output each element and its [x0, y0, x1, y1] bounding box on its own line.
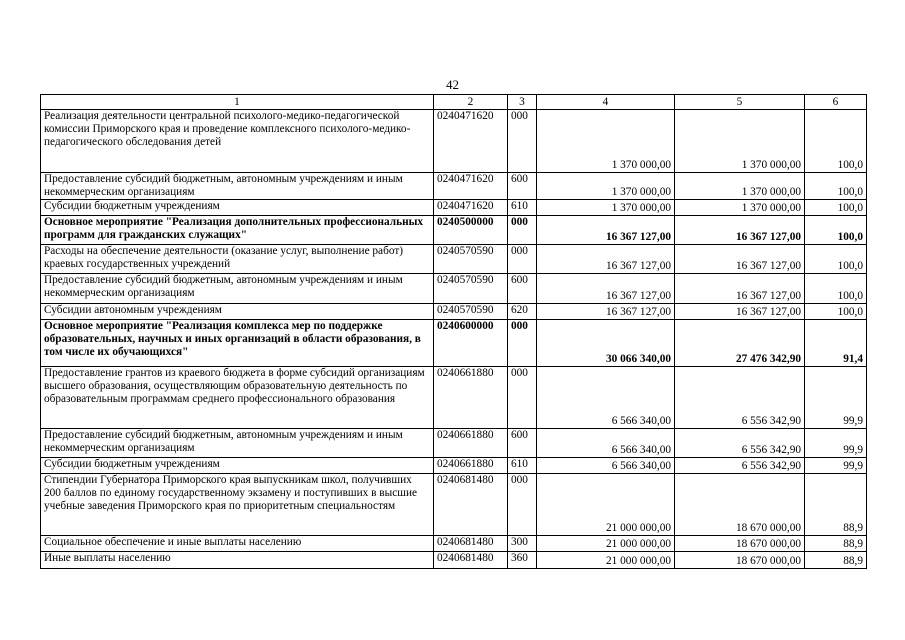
row-name-cell: Предоставление субсидий бюджетным, автономным учреждениям и иным некоммерческим организациям — [41, 274, 434, 304]
execution-percent-cell: 99,9 — [805, 429, 867, 458]
row-name-cell: Предоставление грантов из краевого бюджета в форме субсидий организациям высшего образования, осуществляющим образовательную деятельность по образовательным программам среднего профессионального образования — [41, 367, 434, 429]
execution-percent-cell: 88,9 — [805, 536, 867, 552]
planned-amount-cell: 1 370 000,00 — [537, 200, 675, 216]
table-row — [41, 458, 867, 474]
target-article-code-cell: 0240681480 — [434, 536, 508, 552]
target-article-code-cell: 0240570590 — [434, 245, 508, 274]
planned-amount-cell: 30 066 340,00 — [537, 320, 675, 367]
target-article-code-cell: 0240661880 — [434, 429, 508, 458]
executed-amount-cell: 27 476 342,90 — [675, 320, 805, 367]
execution-percent-cell: 99,9 — [805, 458, 867, 474]
planned-amount-cell: 16 367 127,00 — [537, 216, 675, 245]
row-name-cell: Предоставление субсидий бюджетным, автономным учреждениям и иным некоммерческим организациям — [41, 429, 434, 458]
row-name-cell: Субсидии бюджетным учреждениям — [41, 458, 434, 474]
table-row — [41, 367, 867, 429]
column-header: 4 — [537, 95, 675, 110]
target-article-code-cell: 0240661880 — [434, 458, 508, 474]
planned-amount-cell: 21 000 000,00 — [537, 536, 675, 552]
executed-amount-cell: 18 670 000,00 — [675, 552, 805, 569]
table-row — [41, 536, 867, 552]
execution-percent-cell: 100,0 — [805, 200, 867, 216]
execution-percent-cell: 88,9 — [805, 552, 867, 569]
target-article-code-cell: 0240500000 — [434, 216, 508, 245]
row-name-cell: Иные выплаты населению — [41, 552, 434, 569]
target-article-code-cell: 0240471620 — [434, 110, 508, 173]
expense-type-code-cell: 620 — [508, 304, 537, 320]
expense-type-code-cell: 300 — [508, 536, 537, 552]
row-name-cell: Предоставление субсидий бюджетным, автономным учреждениям и иным некоммерческим организациям — [41, 173, 434, 200]
execution-percent-cell: 88,9 — [805, 474, 867, 536]
table-row — [41, 274, 867, 304]
executed-amount-cell: 18 670 000,00 — [675, 474, 805, 536]
expense-type-code-cell: 000 — [508, 367, 537, 429]
row-name-cell: Основное мероприятие "Реализация дополнительных профессиональных программ для гражданских служащих" — [41, 216, 434, 245]
execution-percent-cell: 100,0 — [805, 245, 867, 274]
executed-amount-cell: 16 367 127,00 — [675, 216, 805, 245]
executed-amount-cell: 16 367 127,00 — [675, 304, 805, 320]
column-header: 1 — [41, 95, 434, 110]
expense-type-code-cell: 600 — [508, 173, 537, 200]
target-article-code-cell: 0240681480 — [434, 552, 508, 569]
execution-percent-cell: 100,0 — [805, 110, 867, 173]
column-header: 6 — [805, 95, 867, 110]
expense-type-code-cell: 000 — [508, 474, 537, 536]
execution-percent-cell: 100,0 — [805, 173, 867, 200]
row-name-cell: Реализация деятельности центральной психолого-медико-педагогической комиссии Приморского края и проведение комплексного психолого-медико-педагогического обследования детей — [41, 110, 434, 173]
planned-amount-cell: 6 566 340,00 — [537, 367, 675, 429]
expense-type-code-cell: 000 — [508, 320, 537, 367]
target-article-code-cell: 0240471620 — [434, 173, 508, 200]
planned-amount-cell: 6 566 340,00 — [537, 429, 675, 458]
expense-type-code-cell: 000 — [508, 245, 537, 274]
executed-amount-cell: 1 370 000,00 — [675, 173, 805, 200]
executed-amount-cell: 6 556 342,90 — [675, 367, 805, 429]
execution-percent-cell: 100,0 — [805, 304, 867, 320]
row-name-cell: Субсидии бюджетным учреждениям — [41, 200, 434, 216]
planned-amount-cell: 6 566 340,00 — [537, 458, 675, 474]
expense-type-code-cell: 000 — [508, 216, 537, 245]
expense-type-code-cell: 600 — [508, 274, 537, 304]
planned-amount-cell: 21 000 000,00 — [537, 474, 675, 536]
table-row — [41, 320, 867, 367]
planned-amount-cell: 21 000 000,00 — [537, 552, 675, 569]
table-row — [41, 200, 867, 216]
expense-type-code-cell: 000 — [508, 110, 537, 173]
expense-type-code-cell: 610 — [508, 200, 537, 216]
execution-percent-cell: 91,4 — [805, 320, 867, 367]
execution-percent-cell: 100,0 — [805, 274, 867, 304]
expense-type-code-cell: 610 — [508, 458, 537, 474]
page-number: 42 — [446, 77, 459, 92]
column-header: 5 — [675, 95, 805, 110]
table-row — [41, 110, 867, 173]
executed-amount-cell: 16 367 127,00 — [675, 274, 805, 304]
target-article-code-cell: 0240661880 — [434, 367, 508, 429]
budget-table — [40, 94, 867, 569]
planned-amount-cell: 1 370 000,00 — [537, 110, 675, 173]
planned-amount-cell: 16 367 127,00 — [537, 245, 675, 274]
executed-amount-cell: 6 556 342,90 — [675, 429, 805, 458]
target-article-code-cell: 0240471620 — [434, 200, 508, 216]
table-row — [41, 173, 867, 200]
execution-percent-cell: 100,0 — [805, 216, 867, 245]
expense-type-code-cell: 360 — [508, 552, 537, 569]
row-name-cell: Социальное обеспечение и иные выплаты населению — [41, 536, 434, 552]
table-row — [41, 304, 867, 320]
column-header: 2 — [434, 95, 508, 110]
target-article-code-cell: 0240570590 — [434, 304, 508, 320]
table-row — [41, 429, 867, 458]
row-name-cell: Субсидии автономным учреждениям — [41, 304, 434, 320]
column-number-header-row — [41, 95, 867, 110]
target-article-code-cell: 0240570590 — [434, 274, 508, 304]
executed-amount-cell: 1 370 000,00 — [675, 200, 805, 216]
column-header: 3 — [508, 95, 537, 110]
table-row — [41, 216, 867, 245]
executed-amount-cell: 6 556 342,90 — [675, 458, 805, 474]
table-row — [41, 552, 867, 569]
row-name-cell: Расходы на обеспечение деятельности (оказание услуг, выполнение работ) краевых государственных учреждений — [41, 245, 434, 274]
row-name-cell: Основное мероприятие "Реализация комплекса мер по поддержке образовательных, научных и иных организаций в области образования, в том числе их обучающихся" — [41, 320, 434, 367]
planned-amount-cell: 16 367 127,00 — [537, 304, 675, 320]
planned-amount-cell: 16 367 127,00 — [537, 274, 675, 304]
executed-amount-cell: 1 370 000,00 — [675, 110, 805, 173]
row-name-cell: Стипендии Губернатора Приморского края выпускникам школ, получивших 200 баллов по единому государственному экзамену и поступивших в высшие учебные заведения Приморского края по приоритетным специальностям — [41, 474, 434, 536]
executed-amount-cell: 18 670 000,00 — [675, 536, 805, 552]
executed-amount-cell: 16 367 127,00 — [675, 245, 805, 274]
target-article-code-cell: 0240600000 — [434, 320, 508, 367]
expense-type-code-cell: 600 — [508, 429, 537, 458]
planned-amount-cell: 1 370 000,00 — [537, 173, 675, 200]
execution-percent-cell: 99,9 — [805, 367, 867, 429]
target-article-code-cell: 0240681480 — [434, 474, 508, 536]
table-row — [41, 474, 867, 536]
table-row — [41, 245, 867, 274]
